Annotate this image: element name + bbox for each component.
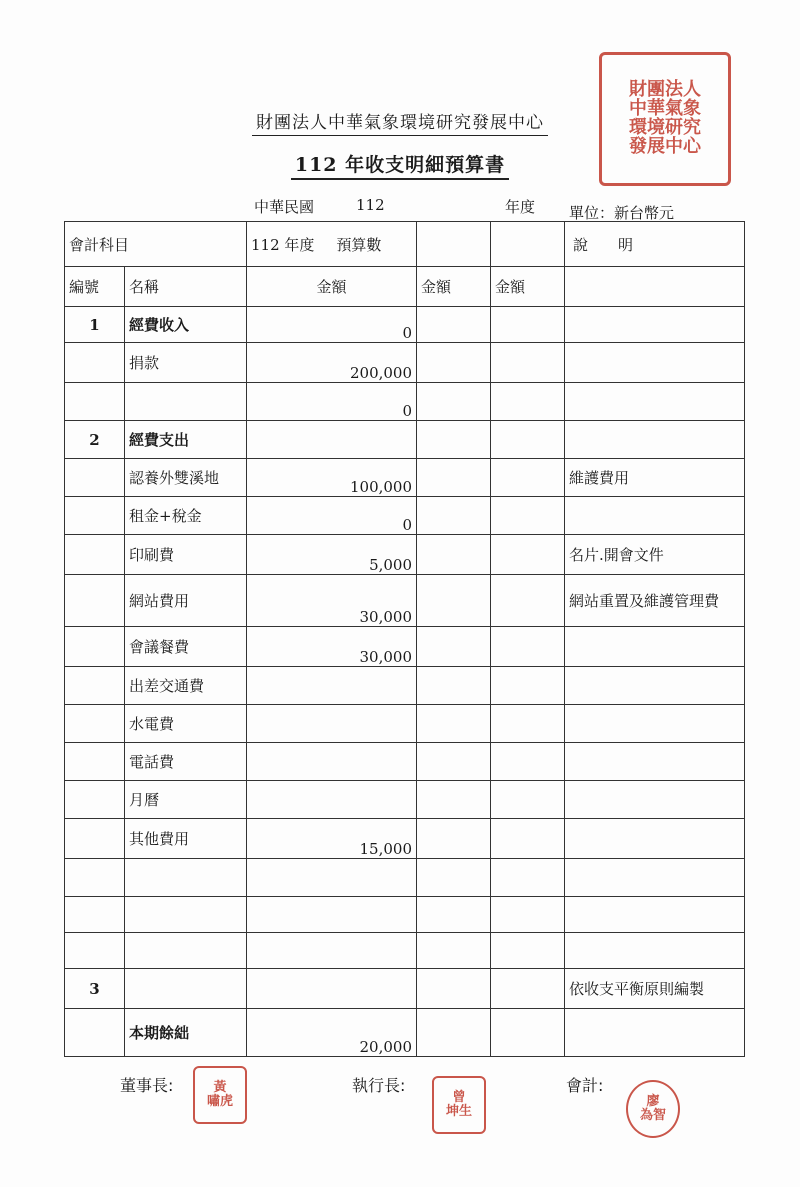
row-amount-2 bbox=[417, 459, 491, 497]
row-amount-3 bbox=[491, 421, 565, 459]
row-number bbox=[65, 627, 125, 667]
row-note bbox=[565, 383, 745, 421]
row-amount: 0 bbox=[247, 307, 417, 343]
row-amount-2 bbox=[417, 969, 491, 1009]
table-row bbox=[65, 897, 745, 933]
row-amount-2 bbox=[417, 497, 491, 535]
row-amount: 100,000 bbox=[247, 459, 417, 497]
row-amount-3 bbox=[491, 459, 565, 497]
row-name: 經費收入 bbox=[125, 307, 247, 343]
table-row bbox=[65, 459, 745, 497]
table-row bbox=[65, 667, 745, 705]
row-name bbox=[125, 897, 247, 933]
row-number bbox=[65, 743, 125, 781]
table-row bbox=[65, 307, 745, 343]
row-amount bbox=[247, 969, 417, 1009]
currency-unit: 單位：新台幣元 bbox=[569, 204, 675, 222]
row-number bbox=[65, 575, 125, 627]
row-amount-2 bbox=[417, 743, 491, 781]
row-amount-3 bbox=[491, 497, 565, 535]
year-value: 112 bbox=[356, 196, 385, 214]
row-amount-2 bbox=[417, 343, 491, 383]
row-amount-2 bbox=[417, 1009, 491, 1057]
table-row bbox=[65, 781, 745, 819]
row-number bbox=[65, 459, 125, 497]
row-amount-2 bbox=[417, 627, 491, 667]
header-row-2 bbox=[65, 267, 745, 307]
row-note: 依收支平衡原則編製 bbox=[565, 969, 745, 1009]
row-note bbox=[565, 421, 745, 459]
row-amount: 0 bbox=[247, 383, 417, 421]
page-title: 112 年收支明細預算書 bbox=[0, 150, 800, 177]
chairman-seal: 黃 嘯虎 bbox=[193, 1066, 247, 1124]
organization-seal: 財團法人 中華氣象 環境研究 發展中心 bbox=[599, 52, 731, 186]
row-amount-3 bbox=[491, 307, 565, 343]
row-amount-3 bbox=[491, 969, 565, 1009]
row-amount: 200,000 bbox=[247, 343, 417, 383]
row-number bbox=[65, 1009, 125, 1057]
row-number bbox=[65, 535, 125, 575]
table-row bbox=[65, 627, 745, 667]
row-number bbox=[65, 497, 125, 535]
row-number bbox=[65, 343, 125, 383]
row-amount-3 bbox=[491, 627, 565, 667]
row-note: 維護費用 bbox=[565, 459, 745, 497]
row-name: 出差交通費 bbox=[125, 667, 247, 705]
row-name bbox=[125, 859, 247, 897]
row-name: 印刷費 bbox=[125, 535, 247, 575]
row-number bbox=[65, 781, 125, 819]
chairman-label: 董事長: bbox=[120, 1076, 174, 1095]
row-number bbox=[65, 859, 125, 897]
row-amount bbox=[247, 667, 417, 705]
row-note bbox=[565, 667, 745, 705]
no-heading: 編號 bbox=[65, 267, 125, 307]
accountant-seal: 廖 為智 bbox=[626, 1080, 680, 1138]
row-amount bbox=[247, 705, 417, 743]
row-name: 本期餘絀 bbox=[125, 1009, 247, 1057]
budget-rows bbox=[65, 307, 745, 1057]
row-amount-2 bbox=[417, 933, 491, 969]
amount-heading: 金額 bbox=[247, 267, 417, 307]
row-amount-3 bbox=[491, 859, 565, 897]
row-amount-3 bbox=[491, 705, 565, 743]
row-name bbox=[125, 969, 247, 1009]
row-note bbox=[565, 627, 745, 667]
row-note: 網站重置及維護管理費 bbox=[565, 575, 745, 627]
note-heading: 說 明 bbox=[565, 222, 745, 267]
table-row bbox=[65, 859, 745, 897]
executive-seal: 曾 坤生 bbox=[432, 1076, 486, 1134]
row-amount-3 bbox=[491, 667, 565, 705]
row-amount bbox=[247, 421, 417, 459]
table-row bbox=[65, 1009, 745, 1057]
accountant-label: 會計: bbox=[566, 1076, 604, 1095]
row-name: 其他費用 bbox=[125, 819, 247, 859]
row-note bbox=[565, 933, 745, 969]
name-heading: 名稱 bbox=[125, 267, 247, 307]
era-label: 中華民國 bbox=[254, 198, 315, 216]
row-amount-3 bbox=[491, 781, 565, 819]
table-row bbox=[65, 969, 745, 1009]
row-note bbox=[565, 705, 745, 743]
row-amount: 15,000 bbox=[247, 819, 417, 859]
row-amount: 5,000 bbox=[247, 535, 417, 575]
row-name: 捐款 bbox=[125, 343, 247, 383]
table-row bbox=[65, 421, 745, 459]
row-amount-2 bbox=[417, 307, 491, 343]
row-amount-3 bbox=[491, 819, 565, 859]
row-number bbox=[65, 897, 125, 933]
row-note bbox=[565, 497, 745, 535]
row-amount-2 bbox=[417, 819, 491, 859]
row-number bbox=[65, 705, 125, 743]
row-amount-3 bbox=[491, 383, 565, 421]
executive-label: 執行長: bbox=[352, 1076, 406, 1095]
row-note bbox=[565, 1009, 745, 1057]
row-name bbox=[125, 383, 247, 421]
row-amount-2 bbox=[417, 535, 491, 575]
row-amount: 30,000 bbox=[247, 575, 417, 627]
table-row bbox=[65, 575, 745, 627]
row-amount-2 bbox=[417, 575, 491, 627]
row-number bbox=[65, 667, 125, 705]
row-name: 電話費 bbox=[125, 743, 247, 781]
row-amount-2 bbox=[417, 859, 491, 897]
row-amount bbox=[247, 743, 417, 781]
table-row bbox=[65, 383, 745, 421]
year-suffix: 年度 bbox=[505, 198, 536, 216]
row-note bbox=[565, 343, 745, 383]
amount-heading-2: 金額 bbox=[417, 267, 491, 307]
row-number: 1 bbox=[65, 307, 125, 343]
row-number bbox=[65, 383, 125, 421]
row-amount-3 bbox=[491, 897, 565, 933]
row-amount: 30,000 bbox=[247, 627, 417, 667]
row-name: 月曆 bbox=[125, 781, 247, 819]
row-amount-3 bbox=[491, 575, 565, 627]
row-number bbox=[65, 819, 125, 859]
row-name: 水電費 bbox=[125, 705, 247, 743]
table-row bbox=[65, 705, 745, 743]
table-row bbox=[65, 743, 745, 781]
table-row bbox=[65, 535, 745, 575]
row-amount-2 bbox=[417, 705, 491, 743]
row-name bbox=[125, 933, 247, 969]
row-amount: 20,000 bbox=[247, 1009, 417, 1057]
row-amount bbox=[247, 859, 417, 897]
table-row bbox=[65, 819, 745, 859]
row-name: 會議餐費 bbox=[125, 627, 247, 667]
row-amount-2 bbox=[417, 667, 491, 705]
row-amount-2 bbox=[417, 421, 491, 459]
row-amount-3 bbox=[491, 1009, 565, 1057]
row-note bbox=[565, 859, 745, 897]
row-note bbox=[565, 307, 745, 343]
row-note bbox=[565, 897, 745, 933]
row-name: 經費支出 bbox=[125, 421, 247, 459]
organization-title: 財團法人中華氣象環境研究發展中心 bbox=[0, 108, 800, 133]
row-note bbox=[565, 743, 745, 781]
account-heading: 會計科目 bbox=[65, 222, 247, 267]
row-amount-3 bbox=[491, 535, 565, 575]
table-row bbox=[65, 343, 745, 383]
row-amount-3 bbox=[491, 343, 565, 383]
row-amount: 0 bbox=[247, 497, 417, 535]
amount-heading-3: 金額 bbox=[491, 267, 565, 307]
header-row-1 bbox=[65, 222, 745, 267]
row-name: 網站費用 bbox=[125, 575, 247, 627]
row-name: 租金+稅金 bbox=[125, 497, 247, 535]
row-number: 3 bbox=[65, 969, 125, 1009]
row-note bbox=[565, 781, 745, 819]
row-amount-2 bbox=[417, 383, 491, 421]
row-amount-3 bbox=[491, 743, 565, 781]
table-row bbox=[65, 497, 745, 535]
row-number: 2 bbox=[65, 421, 125, 459]
budget-heading: 112 年度 預算數 bbox=[247, 222, 417, 267]
budget-table bbox=[64, 221, 745, 1057]
row-amount bbox=[247, 781, 417, 819]
row-amount-3 bbox=[491, 933, 565, 969]
row-amount bbox=[247, 897, 417, 933]
row-name: 認養外雙溪地 bbox=[125, 459, 247, 497]
row-note: 名片.開會文件 bbox=[565, 535, 745, 575]
row-amount bbox=[247, 933, 417, 969]
row-amount-2 bbox=[417, 781, 491, 819]
row-number bbox=[65, 933, 125, 969]
row-note bbox=[565, 819, 745, 859]
table-row bbox=[65, 933, 745, 969]
row-amount-2 bbox=[417, 897, 491, 933]
